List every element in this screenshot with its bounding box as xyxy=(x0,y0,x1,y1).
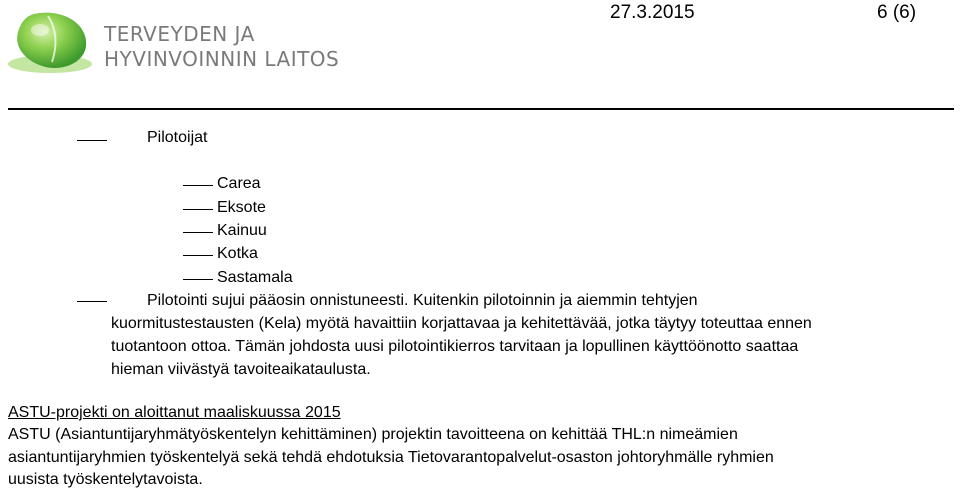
logo-leaf-icon xyxy=(4,6,96,76)
bullet-dash xyxy=(183,255,213,256)
paragraph-line: asiantuntijaryhmien työskentelyä sekä tehdä ehdotuksia Tietovarantopalvelut-osaston johtoryhmälle ryhmien xyxy=(8,449,774,466)
paragraph-line: uusista työskentelytavoista. xyxy=(8,471,203,488)
astu-heading: ASTU-projekti on aloittanut maaliskuussa 2015 xyxy=(8,404,341,421)
paragraph-line: kuormitustestausten (Kela) myötä havaittiin korjattavaa ja kehitettävää, jotka täytyy toteuttaa ennen xyxy=(111,315,812,332)
paragraph-line: Pilotointi sujui pääosin onnistuneesti. Kuitenkin pilotoinnin ja aiemmin tehtyjen xyxy=(147,292,698,309)
thl-logo xyxy=(4,6,404,76)
org-name-line2: HYVINVOINNIN LAITOS xyxy=(104,47,340,71)
header-divider xyxy=(8,108,954,110)
list-item: Kotka xyxy=(217,245,258,262)
document-date: 27.3.2015 xyxy=(610,2,695,23)
bullet-dash xyxy=(183,185,213,186)
page-number: 6 (6) xyxy=(877,2,917,23)
list-item: Sastamala xyxy=(217,269,293,286)
pilots-heading: Pilotoijat xyxy=(147,129,208,146)
org-name-line1: TERVEYDEN JA xyxy=(104,22,255,46)
bullet-dash xyxy=(183,279,213,280)
list-item: Carea xyxy=(217,175,261,192)
bullet-dash xyxy=(183,232,213,233)
bullet-dash xyxy=(77,140,107,141)
bullet-dash xyxy=(183,209,213,210)
paragraph-line: tuotantoon ottoa. Tämän johdosta uusi pilotointikierros tarvitaan ja lopullinen käyttöönotto saattaa xyxy=(111,338,799,355)
bullet-dash xyxy=(77,301,107,302)
list-item: Eksote xyxy=(217,199,266,216)
paragraph-line: hieman viivästyä tavoiteaikataulusta. xyxy=(111,361,371,378)
paragraph-line: ASTU (Asiantuntijaryhmätyöskentelyn kehittäminen) projektin tavoitteena on kehittää THL:n nimeämien xyxy=(8,426,738,443)
list-item: Kainuu xyxy=(217,222,267,239)
